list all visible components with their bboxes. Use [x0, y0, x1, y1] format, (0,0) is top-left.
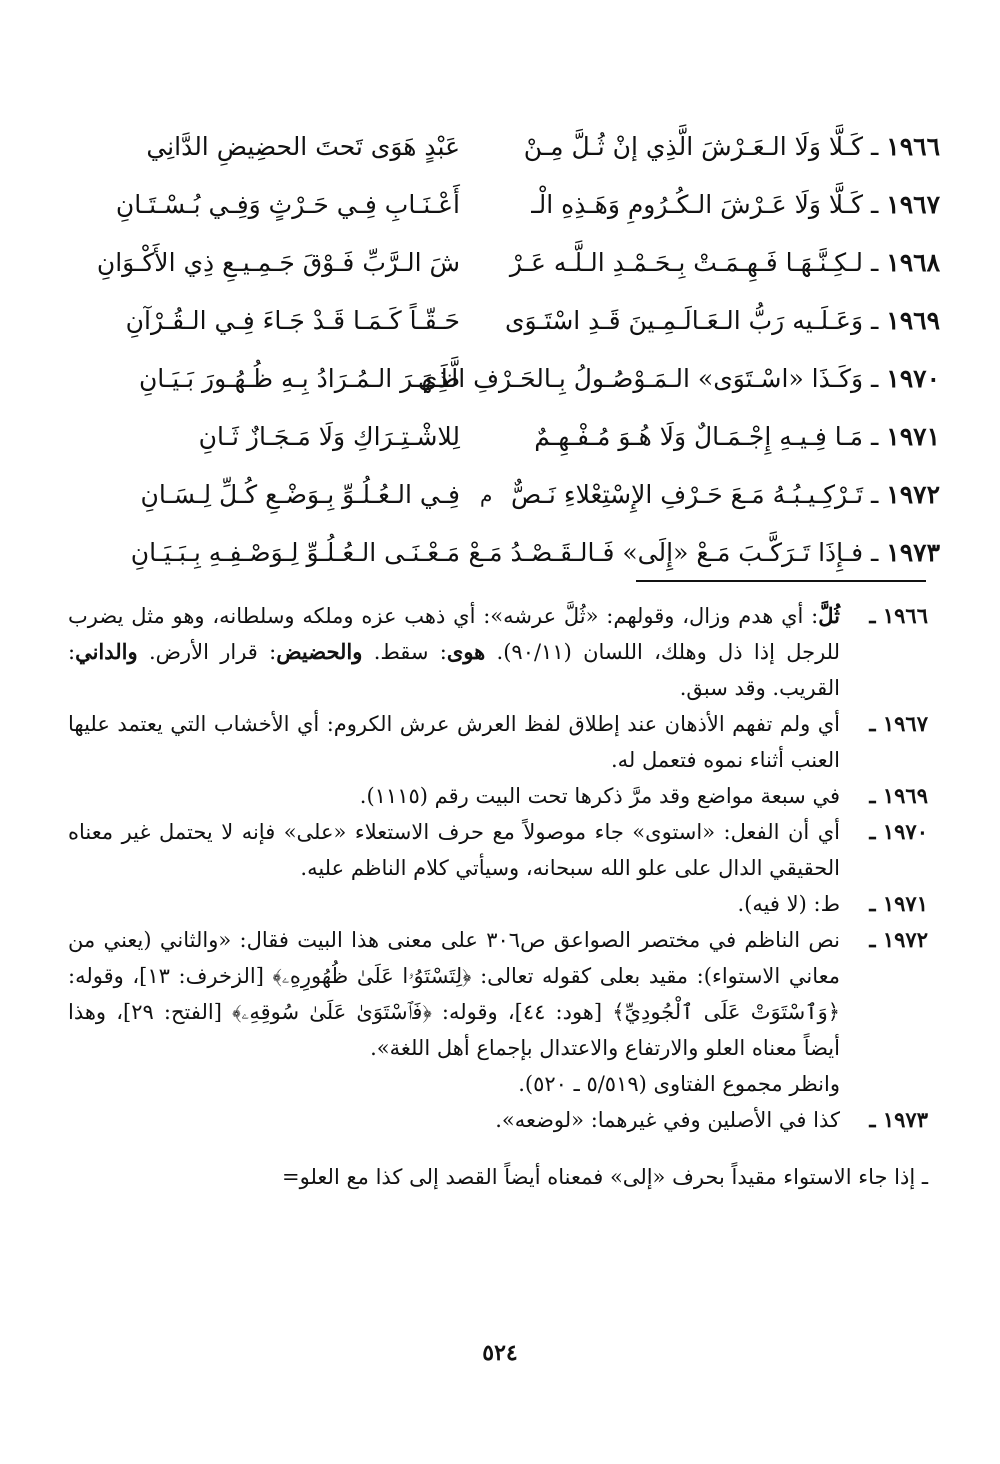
verse-first-text: كَـلَّا وَلَا الـعَـرْشَ الَّذِي إنْ ثُـلَّ مِـنْ: [523, 132, 864, 161]
footnote-number: ١٩٧٠ ـ: [869, 819, 928, 844]
glossary-term: هوى: [446, 639, 486, 664]
verse-line: [60, 524, 940, 582]
footnote-reference: وانظر مجموع الفتاوى (٥/٥١٩ ـ ٥٢٠).: [518, 1072, 840, 1096]
footnote-1967: [68, 706, 928, 778]
verse-number: ١٩٦٦: [886, 132, 940, 161]
glossary-definition: : سقط.: [373, 640, 447, 664]
verse-number: ١٩٧١: [886, 422, 940, 451]
verse-line: [60, 466, 940, 524]
verse-second-hemistich: مَـعْـنَـى الـعُـلُـوِّ لِـوَصْـفِـهِ بِـبَـيَـانِ: [130, 538, 460, 567]
verse-first-hemistich: ١٩٦٩ ـ وَعَـلَـيه رَبُّ الـعَـالَـمِـينَ قَـدِ اسْتَـوَى: [504, 306, 940, 335]
verse-number: ١٩٧٠: [886, 364, 940, 393]
verses-block: [60, 118, 940, 582]
verse-second-hemistich: أَعْـنَـابِ فِـي حَـرْثٍ وَفِـي بُـسْـتَـانِ: [115, 190, 460, 219]
verse-line: [60, 350, 940, 408]
verse-number: ١٩٦٩: [886, 306, 940, 335]
verse-first-text: كَـلَّا وَلَا عَـرْشَ الـكُـرُومِ وَهَـذِهِ الْـ: [531, 190, 864, 219]
footnote-number: ١٩٦٦ ـ: [869, 603, 928, 628]
footnote-number: ١٩٧٣ ـ: [869, 1107, 928, 1132]
verse-first-hemistich: ١٩٧٠ ـ وَكَـذَا «اسْـتَوَى» الـمَـوْصُـولُ بِـالحَـرْفِ الَّذِي: [417, 364, 940, 393]
verse-second-hemistich: لِلاشْـتِـرَاكِ وَلَا مَـجَـازٌ ثَـانِ: [198, 422, 460, 451]
footnote-1966: [68, 598, 928, 706]
verse-first-hemistich: ١٩٧٣ ـ فـإِذَا تَـرَكَّـبَ مَـعْ «إِلَى» فَـالـقَـصْـدُ مَـعْ: [468, 538, 940, 567]
verse-first-hemistich: ١٩٦٧ ـ كَـلَّا وَلَا عَـرْشَ الـكُـرُومِ وَهَـذِهِ الْـ: [531, 190, 940, 219]
verse-second-hemistich: شَ الـرَّبِّ فَـوْقَ جَـمِـيـعِ ذِي الأَكْـوَانِ: [96, 248, 460, 277]
footnote-continuation: ـ إذا جاء الاستواء مقيداً بحرف «إلى» فمعناه أيضاً القصد إلى كذا مع العلو=: [282, 1165, 928, 1189]
tadmin-mark: م: [480, 483, 493, 507]
verse-line: [60, 234, 940, 292]
footnote-number: ١٩٦٩ ـ: [869, 783, 928, 808]
footnote-1970: [68, 814, 928, 886]
verse-line: [60, 292, 940, 350]
glossary-term: والداني: [75, 639, 138, 664]
footnote-text: ط: (لا فيه).: [737, 892, 840, 916]
footnote-1972: [68, 922, 928, 1102]
glossary-definition: : أي هدم وزال، وقولهم: «ثُلَّ عرشه»: أي ذهب عزه وملكه وسلطانه، وهو مثل يضرب للرجل إذا ذل وهلك، اللسان (٩٠/١١).: [68, 604, 841, 664]
verse-second-hemistich: ظَـهَـرَ الـمُـرَادُ بِـهِ ظُـهُـورَ بَـيَـانِ: [138, 364, 460, 393]
footnote-text: في سبعة مواضع وقد مرَّ ذكرها تحت البيت رقم (١١١٥).: [359, 784, 840, 808]
verse-number: ١٩٧٣: [886, 538, 940, 567]
footnote-1969: [68, 778, 928, 814]
glossary-definition: : القريب. وقد سبق.: [68, 640, 840, 700]
footnote-text: أي أن الفعل: «استوى» جاء موصولاً مع حرف الاستعلاء «على» فإنه لا يحتمل غير معناه الحقيقي الدال على علو الله سبحانه، وسيأتي كلام الناظم عليه.: [68, 820, 840, 880]
footnote-text: نص الناظم في مختصر الصواعق ص٣٠٦ على معنى هذا البيت فقال: «والثاني (يعني من معاني الاستواء): مقيد بعلى كقوله تعالى: ﴿لِتَسْتَوُۥا عَلَىٰ ظُهُورِهِۦ﴾ [الزخرف: ١٣]، وقوله: ﴿وَٱسْتَوَتْ عَلَى ٱلْجُودِيِّ﴾ [هود: ٤٤]، وقوله: ﴿فَٱسْتَوَىٰ عَلَىٰ سُوقِهِۦ﴾ [الفتح: ٢٩]، وهذا أيضاً معناه العلو والارتفاع والاعتدال بإجماع أهل اللغة».: [68, 928, 841, 1060]
verse-first-hemistich: ١٩٦٦ ـ كَـلَّا وَلَا الـعَـرْشَ الَّذِي إنْ ثُـلَّ مِـنْ: [523, 132, 940, 161]
verse-second-hemistich: حَـقّـاً كَـمَـا قَـدْ جَـاءَ فِـي الـقُـرْآنِ: [125, 306, 460, 335]
verse-line: [60, 408, 940, 466]
verse-line: [60, 118, 940, 176]
footnote-number: ١٩٧١ ـ: [869, 891, 928, 916]
page-number: ٥٢٤: [482, 1340, 518, 1366]
verse-first-text: فـإِذَا تَـرَكَّـبَ مَـعْ «إِلَى» فَـالـقَـصْـدُ مَـعْ: [468, 538, 864, 567]
glossary-term: والحضيض: [276, 639, 363, 664]
footnote-1971: [68, 886, 928, 922]
footnote-1973: [68, 1102, 928, 1138]
verse-first-hemistich: ١٩٧٢ ـ تَـرْكِـيـبُـهُ مَـعَ حَـرْفِ الإِسْتِعْلاءِ نَـصٌّ: [510, 480, 940, 509]
footnote-number: ١٩٧٢ ـ: [869, 927, 928, 952]
verse-first-text: تَـرْكِـيـبُـهُ مَـعَ حَـرْفِ الإِسْتِعْلاءِ نَـصٌّ: [510, 480, 864, 509]
footnote-text: كذا في الأصلين وفي غيرهما: «لوضعه».: [495, 1108, 840, 1132]
verse-second-hemistich: عَبْدٍ هَوَى تَحتَ الحضِيضِ الدَّانِي: [146, 132, 460, 161]
verse-first-text: لـكِـنَّـهَـا فَـهِـمَـتْ بِـحَـمْـدِ الـلَّـه عَـرْ: [509, 248, 864, 277]
footnote-number: ١٩٦٧ ـ: [869, 711, 928, 736]
verse-number: ١٩٦٧: [886, 190, 940, 219]
verse-first-text: وَكَـذَا «اسْـتَوَى» الـمَـوْصُـولُ بِـالحَـرْفِ الَّذِي: [417, 364, 864, 393]
verse-first-hemistich: ١٩٧١ ـ مَـا فِـيـهِ إِجْـمَـالٌ وَلَا هُـوَ مُـفْـهِـمٌ: [534, 422, 940, 451]
verse-first-hemistich: ١٩٦٨ ـ لـكِـنَّـهَـا فَـهِـمَـتْ بِـحَـمْـدِ الـلَّـه عَـرْ: [509, 248, 940, 277]
footnote-separator: [636, 580, 926, 582]
verse-first-text: وَعَـلَـيه رَبُّ الـعَـالَـمِـينَ قَـدِ اسْتَـوَى: [504, 306, 864, 335]
verse-line: [60, 176, 940, 234]
glossary-definition: : قرار الأرض.: [148, 640, 277, 664]
footnote-text: أي ولم تفهم الأذهان عند إطلاق لفظ العرش عرش الكروم: أي الأخشاب التي يعتمد عليها العنب أثناء نموه فتعمل له.: [68, 712, 840, 772]
footnotes-block: [68, 598, 928, 1216]
footnote-text: [68, 598, 840, 706]
verse-number: ١٩٧٢: [886, 480, 940, 509]
glossary-term: ثُلَّ: [818, 603, 840, 628]
verse-first-text: مَـا فِـيـهِ إِجْـمَـالٌ وَلَا هُـوَ مُـفْـهِـمٌ: [534, 422, 864, 451]
verse-number: ١٩٦٨: [886, 248, 940, 277]
verse-second-hemistich: فِـي الـعُـلُـوِّ بِـوَضْـعِ كُـلِّ لِـسَـانِ: [140, 480, 460, 509]
